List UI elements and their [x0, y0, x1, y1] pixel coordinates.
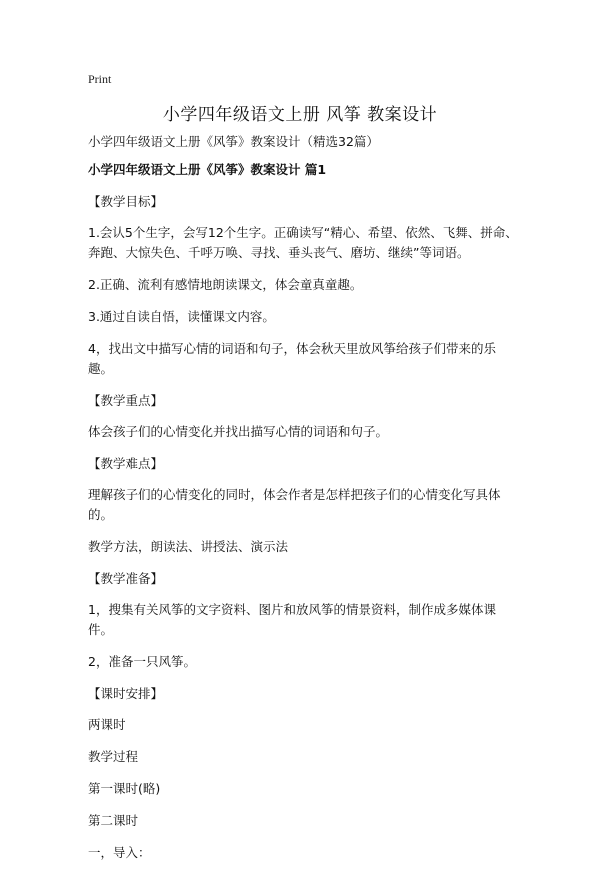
- teaching-methods: 教学方法，朗读法、讲授法、演示法: [88, 539, 289, 554]
- print-link[interactable]: Print: [88, 72, 112, 86]
- first-lesson: 第一课时(略): [88, 781, 161, 796]
- document-body: [88, 160, 518, 875]
- document-subtitle: 小学四年级语文上册《风筝》教案设计（精选32篇）: [88, 134, 379, 149]
- section-teaching-goals: 【教学目标】: [88, 194, 164, 209]
- difficulties-text: 理解孩子们的心情变化的同时，体会作者是怎样把孩子们的心情变化写具体的。: [88, 487, 501, 522]
- preparation-item-2: 2，准备一只风筝。: [88, 654, 196, 669]
- lesson-heading: 小学四年级语文上册《风筝》教案设计 篇1: [88, 162, 327, 177]
- teaching-process: 教学过程: [88, 749, 139, 764]
- goal-item-3: 3.通过自读自悟，读懂课文内容。: [88, 309, 275, 324]
- key-points-text: 体会孩子们的心情变化并找出描写心情的词语和句子。: [88, 424, 389, 439]
- section-key-points: 【教学重点】: [88, 393, 164, 408]
- section-difficulties: 【教学难点】: [88, 456, 164, 471]
- goal-item-4: 4，找出文中描写心情的词语和句子，体会秋天里放风筝给孩子们带来的乐趣。: [88, 341, 496, 376]
- section-schedule: 【课时安排】: [88, 686, 164, 701]
- goal-item-2: 2.正确、流利有感情地朗读课文，体会童真童趣。: [88, 277, 363, 292]
- goal-item-1: 1.会认5个生字，会写12个生字。正确读写“精心、希望、依然、飞舞、拼命、奔跑、大惊失色、千呼万唤、寻找、垂头丧气、磨坊、继续”等词语。: [88, 225, 518, 260]
- section-preparation: 【教学准备】: [88, 571, 164, 586]
- schedule-text: 两课时: [88, 717, 126, 732]
- preparation-item-1: 1，搜集有关风筝的文字资料、图片和放风筝的情景资料，制作成多媒体课件。: [88, 602, 496, 637]
- second-lesson: 第二课时: [88, 813, 139, 828]
- introduction-step: 一，导入：: [88, 845, 151, 860]
- document-title: 小学四年级语文上册 风筝 教案设计: [162, 105, 438, 125]
